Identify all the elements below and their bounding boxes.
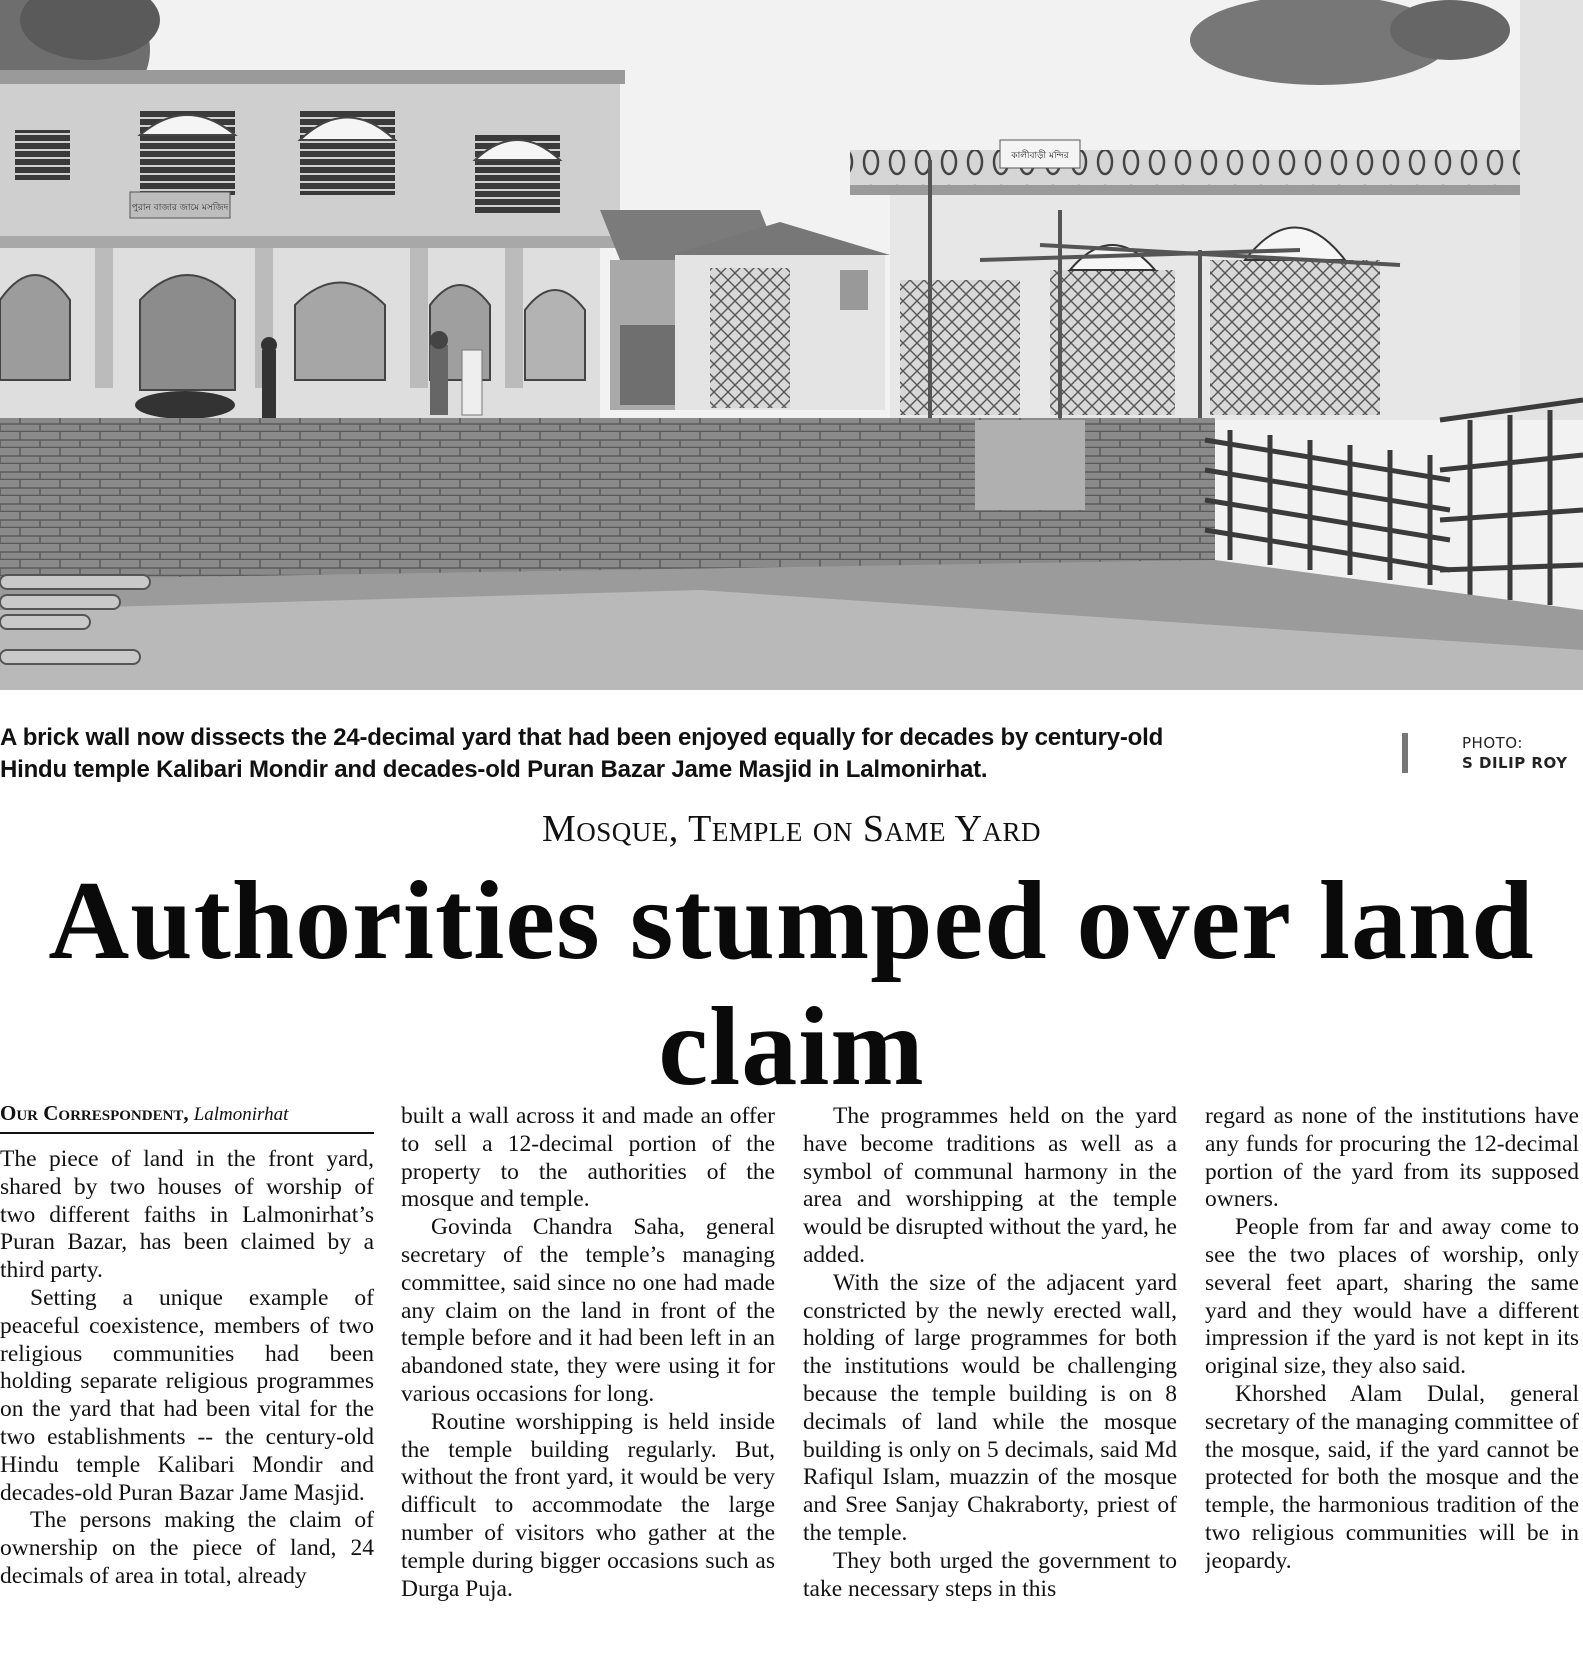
paragraph: regard as none of the institutions have any funds for procuring the 12-decimal portion of the yard from its supposed owners. (1205, 1103, 1579, 1213)
kicker: Mosque, Temple on Same Yard (542, 808, 1041, 850)
byline (0, 1100, 374, 1134)
article-column-1 (0, 1146, 374, 1668)
paragraph: The piece of land in the front yard, shared by two houses of worship of two different faiths in Lalmonirhat’s Puran Bazar, has been claimed by a third party. (0, 1146, 374, 1284)
paragraph: Setting a unique example of peaceful coexistence, members of two religious communities had been holding separate religious programmes on the yard that had been vital for the two establishments -- the century-old Hindu temple Kalibari Mondir and decades-old Puran Bazar Jame Masjid. (0, 1284, 374, 1506)
paragraph: Khorshed Alam Dulal, general secretary of the managing committee of the mosque, said, if the yard cannot be protected for both the mosque and the temple, the harmonious tradition of the two religious communities will be in jeopardy. (1205, 1380, 1579, 1574)
photo-illustration (0, 0, 1583, 690)
photo-credit-name: S DILIP ROY (1462, 754, 1568, 772)
article-column-2 (401, 1103, 775, 1668)
paragraph: They both urged the government to take necessary steps in this (803, 1547, 1177, 1602)
paragraph: With the size of the adjacent yard constricted by the newly erected wall, holding of large programmes for both the institutions would be challenging because the temple building is on 8 decimals of land while the mosque building is only on 5 decimals, said Md Rafiqul Islam, muazzin of the mosque and Sree Sanjay Chakraborty, priest of the temple. (803, 1269, 1177, 1546)
paragraph: The persons making the claim of ownership on the piece of land, 24 decimals of area in total, already (0, 1507, 374, 1589)
article-column-3 (803, 1103, 1177, 1668)
byline-location: Lalmonirhat (193, 1104, 289, 1125)
paragraph: People from far and away come to see the two places of worship, only several feet apart, sharing the same yard and they would have a different impression if the yard is not kept in its original size, they also said. (1205, 1214, 1579, 1380)
photo-credit (1462, 733, 1583, 773)
news-photo (0, 0, 1583, 690)
paragraph: Routine worshipping is held inside the temple building regularly. But, without the front yard, it would be very difficult to accommodate the large number of visitors who gather at the temple during bigger occasions such as Durga Puja. (401, 1408, 775, 1602)
mosque-sign: পুরান বাজার জামে মসজিদ (131, 203, 229, 213)
paragraph: The programmes held on the yard have become traditions as well as a symbol of communal harmony in the area and worshipping at the temple would be disrupted without the yard, he added. (803, 1103, 1177, 1268)
article-column-4 (1205, 1103, 1579, 1668)
credit-divider (1402, 733, 1408, 773)
temple-sign: কালীবাড়ী মন্দির (1011, 151, 1069, 161)
byline-author: Our Correspondent, (0, 1101, 189, 1125)
paragraph: built a wall across it and made an offer to sell a 12-decimal portion of the property to the authorities of the mosque and temple. (401, 1103, 775, 1213)
photo-caption: A brick wall now dissects the 24-decimal yard that had been enjoyed equally for decades by century-old Hindu temple Kalibari Mondir and decades-old Puran Bazar Jame Masjid in Lalmonirhat. (0, 724, 1164, 783)
photo-credit-label: PHOTO: (1462, 734, 1523, 752)
paragraph: Govinda Chandra Saha, general secretary of the temple’s managing committee, said since no one had made any claim on the land in front of the temple before and it had been left in an abandoned state, they were using it for various occasions for long. (401, 1214, 775, 1407)
headline: Authorities stumped over land claim (48, 859, 1535, 1109)
